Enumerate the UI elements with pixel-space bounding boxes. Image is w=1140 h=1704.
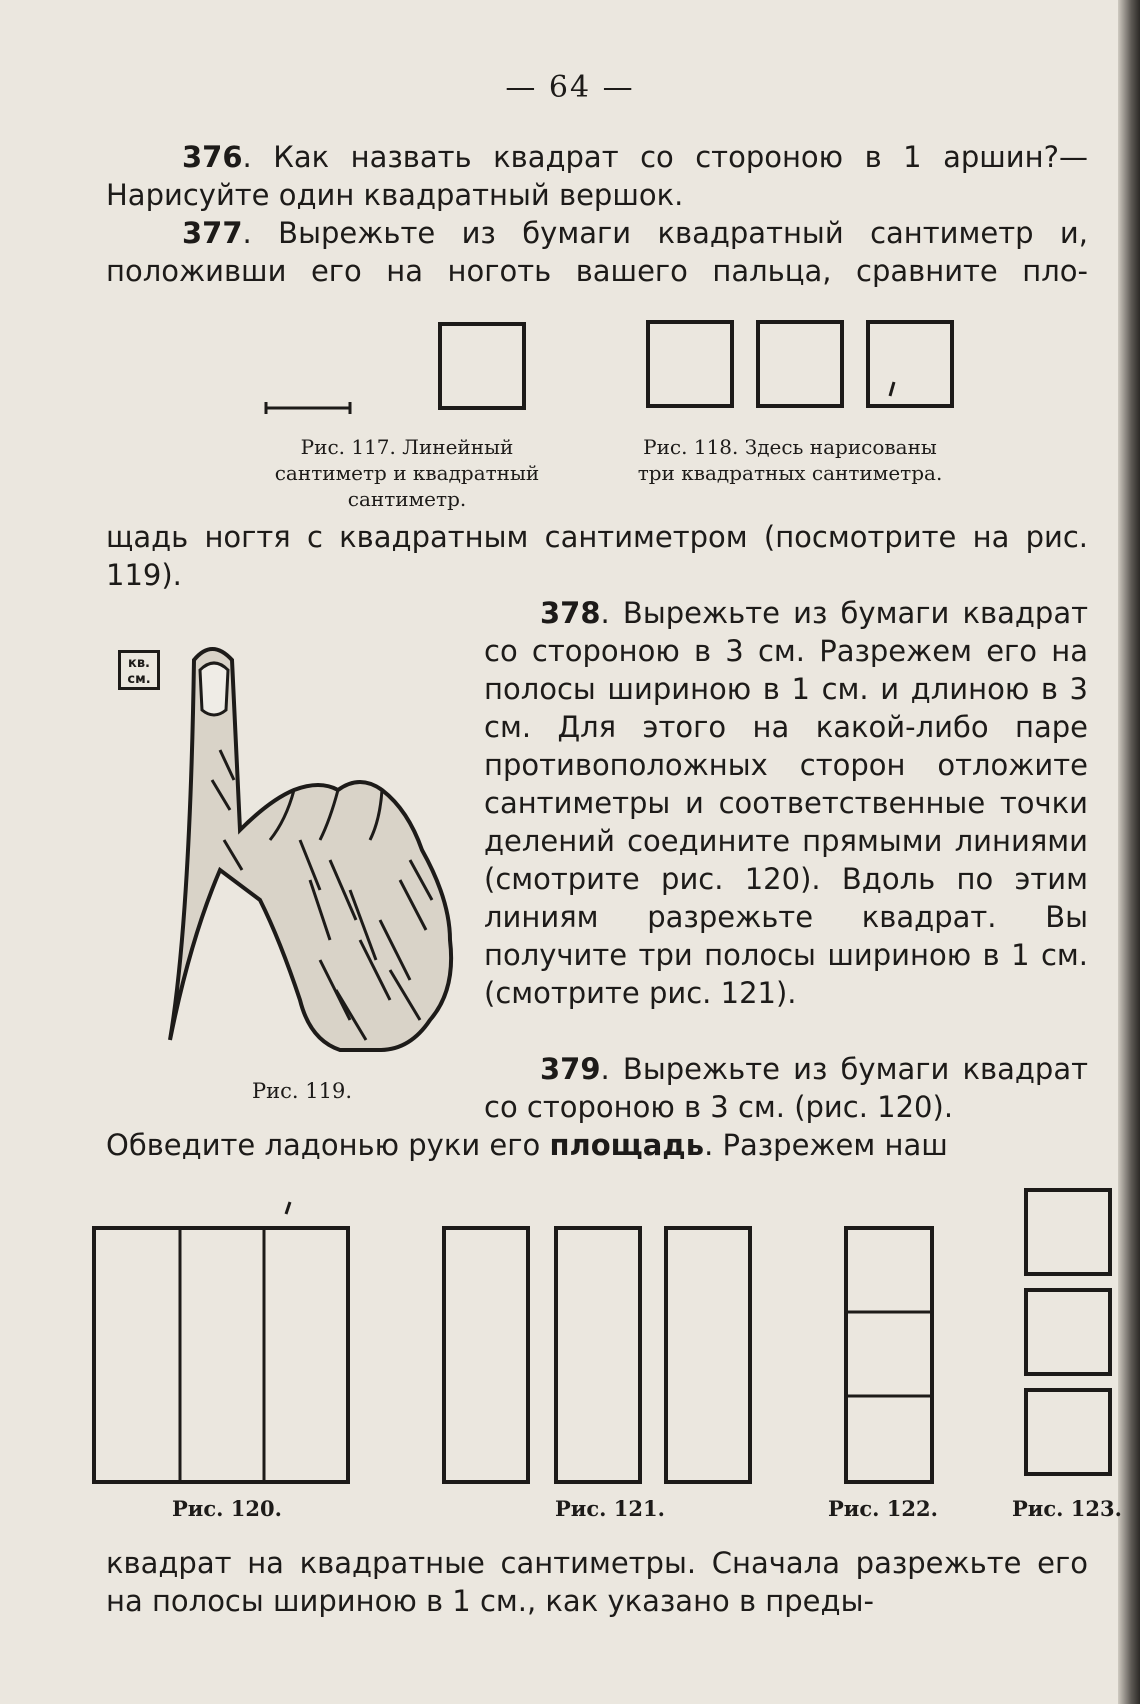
problem-379-text2a: Обведите ладонью руки его [106, 1128, 550, 1162]
fig117-drawing [260, 316, 540, 416]
problem-379-part1 [484, 1050, 1088, 1126]
fig122-drawing [842, 1222, 938, 1492]
fig121-caption: Рис. 121. [555, 1496, 665, 1521]
problem-376 [106, 138, 1088, 214]
problem-379-text2b: . Разрежем наш [704, 1128, 948, 1162]
problem-378-number: 378 [540, 596, 601, 630]
problem-379-part3: квадрат на квадратные сантиметры. Сначала разрежьте его на полосы шириною в 1 см., как указано в преды- [106, 1546, 1088, 1618]
problem-376-text: . Как назвать квадрат со стороною в 1 аршин?— Нарисуйте один квадратный вершок. [106, 140, 1088, 212]
fig119-caption: Рис. 119. [252, 1079, 352, 1103]
fig122-caption: Рис. 122. [828, 1496, 938, 1521]
fig119-badge-line1: кв. [128, 656, 150, 671]
problem-377-part2: щадь ногтя с квадратным сантиметром (посмотрите на рис. 119). [106, 520, 1088, 592]
fig121-drawing [440, 1222, 760, 1492]
problem-379-number: 379 [540, 1052, 601, 1086]
fig123-drawing [1022, 1184, 1116, 1484]
problem-378 [484, 594, 1088, 1012]
fig119-badge-line2: см. [127, 672, 151, 687]
problem-377-number: 377 [182, 216, 243, 250]
problem-376-number: 376 [182, 140, 243, 174]
square-centimeter-3 [868, 322, 952, 406]
square-centimeter-2 [758, 322, 842, 406]
page-number: — 64 — [505, 70, 635, 105]
fig117-caption: Рис. 117. Линейный сантиметр и квадратный сантиметр. [274, 435, 540, 511]
fig118-drawing [640, 316, 960, 416]
fig118-caption: Рис. 118. Здесь нарисованы три квадратных сантиметра. [637, 435, 943, 485]
problem-379-bold-word: площадь [549, 1128, 705, 1162]
fig120-caption: Рис. 120. [172, 1496, 282, 1521]
fig123-caption: Рис. 123. [1012, 1496, 1122, 1521]
page-edge-shadow [1118, 0, 1140, 1704]
problem-379-text1: . Вырежьте из бумаги квадрат со стороною в 3 см. (рис. 120). [484, 1052, 1088, 1124]
fig120-drawing [90, 1220, 360, 1490]
problem-378-text: . Вырежьте из бумаги квадрат со стороною в 3 см. Разрежем его на полосы шириною в 1 см. и длиною в 3 см. Для этого на какой-либо паре противоположных сторон отложите сантиметры и соответственные точки делений соедините прямыми линиями (смотрите рис. 120). Вдоль по этим линиям разрежьте квадрат. Вы получите три полосы шириною в 1 см. (смотрите рис. 121). [484, 596, 1088, 1010]
problem-379-part2 [106, 1126, 1088, 1164]
square-centimeter [440, 324, 524, 408]
problem-377-text1: . Вырежьте из бумаги квадратный сантиметр и, положивши его на ноготь вашего пальца, сравните пло- [106, 216, 1088, 288]
square-centimeter-1 [648, 322, 732, 406]
hand-illustration [160, 640, 480, 1060]
problem-377-part1 [106, 214, 1088, 290]
fig119-badge [118, 650, 160, 690]
